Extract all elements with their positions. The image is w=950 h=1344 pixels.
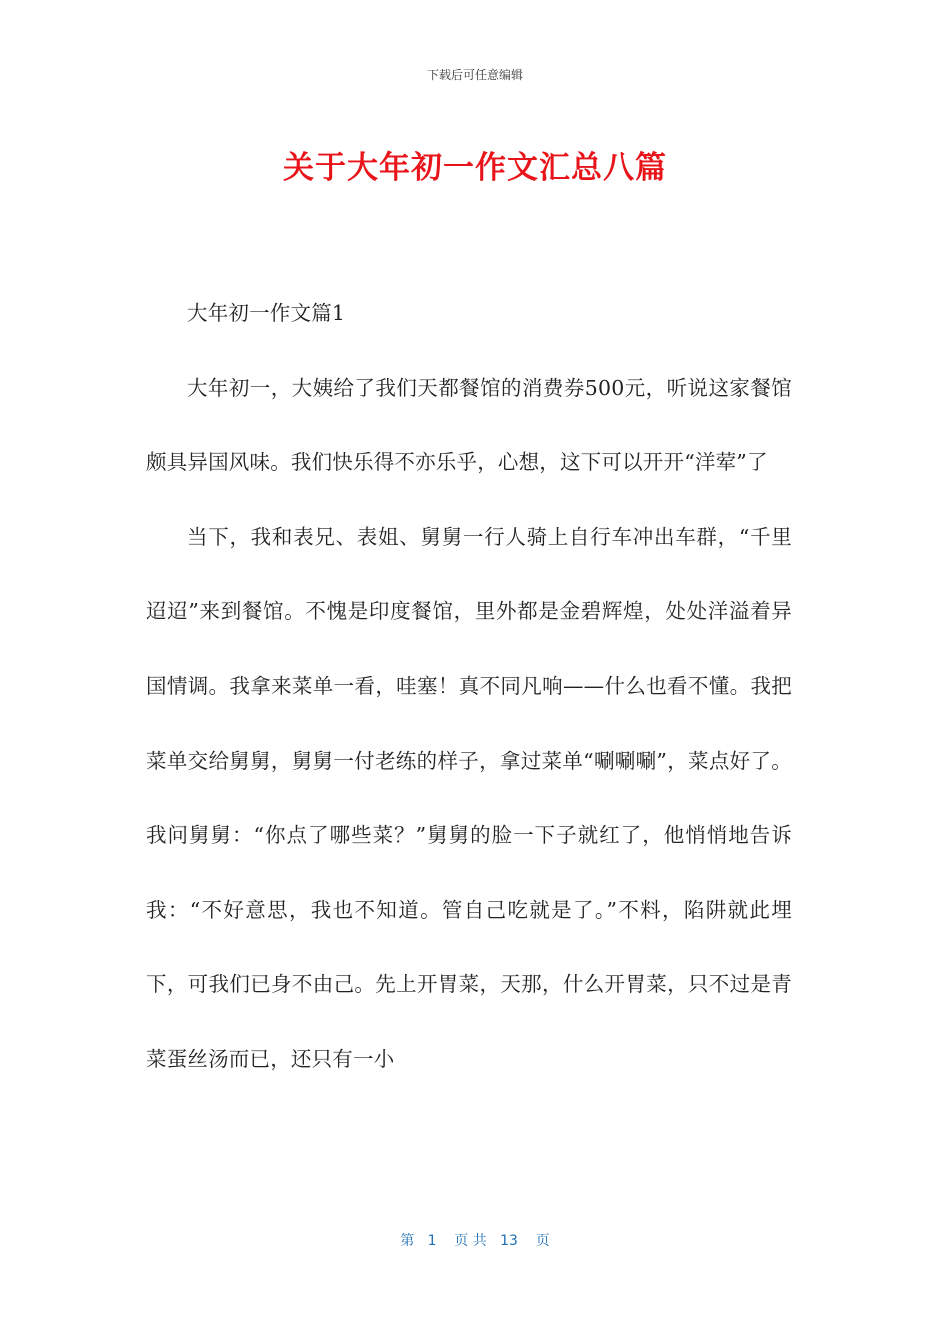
page-footer: 第 1 页 共 13 页 xyxy=(400,1233,550,1249)
paragraph-2: 当下，我和表兄、表姐、舅舅一行人骑上自行车冲出车群，“千里迢迢”来到餐馆。不愧是印度餐馆，里外都是金碧辉煌，处处洋溢着异国情调。我拿来菜单一看，哇塞！真不同凡响——什么也看不懂。我把菜单交给舅舅，舅舅一付老练的样子，拿过菜单“唰唰唰”，菜点好了。我问舅舅：“你点了哪些菜？”舅舅的脸一下子就红了，他悄悄地告诉我：“不好意思，我也不知道。管自己吃就是了。”不料，陷阱就此埋下，可我们已身不由己。先上开胃菜，天那，什么开胃菜，只不过是青菜蛋丝汤而已，还只有一小 xyxy=(146,524,792,1071)
header-note: 下载后可任意编辑 xyxy=(426,68,523,82)
paragraph-1: 大年初一，大姨给了我们天都餐馆的消费券500元，听说这家餐馆颇具异国风味。我们快乐得不亦乐乎，心想，这下可以开开“洋荤”了 xyxy=(146,375,792,475)
document-body xyxy=(146,276,792,1097)
section-heading: 大年初一作文篇1 xyxy=(187,301,346,325)
document-title: 关于大年初一作文汇总八篇 xyxy=(283,150,667,186)
